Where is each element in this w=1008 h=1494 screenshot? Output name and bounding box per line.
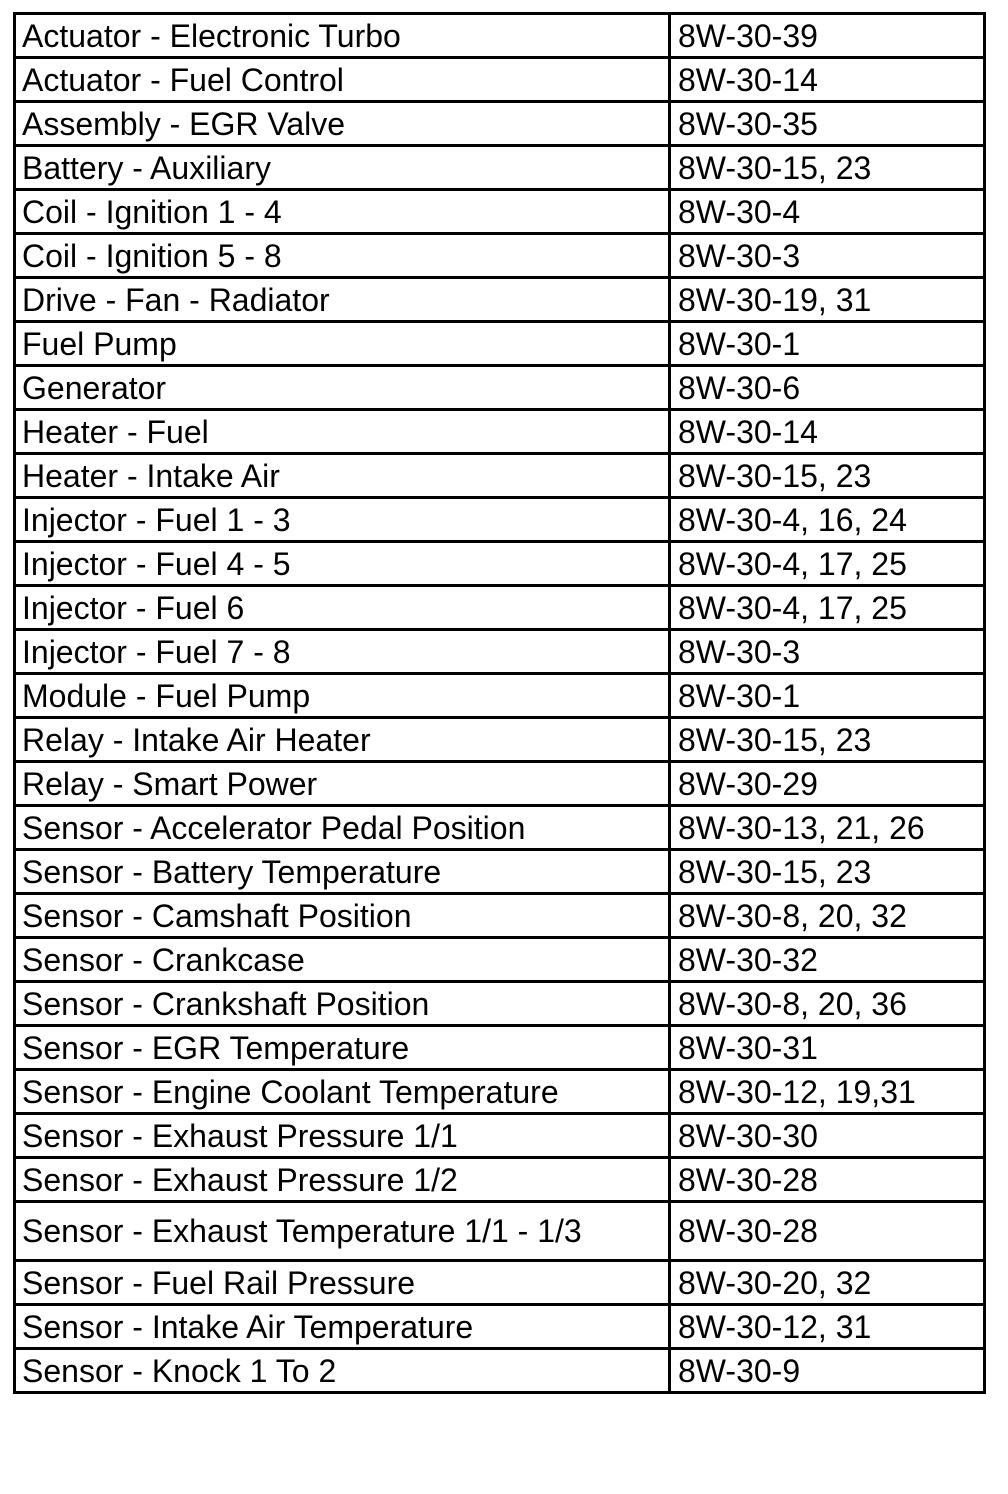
page-reference-cell: 8W-30-14	[670, 410, 985, 454]
table-row	[15, 938, 985, 982]
component-name-cell: Actuator - Electronic Turbo	[15, 14, 670, 58]
table-row	[15, 234, 985, 278]
component-name-cell: Sensor - Engine Coolant Temperature	[15, 1070, 670, 1114]
page-reference-cell: 8W-30-15, 23	[670, 146, 985, 190]
component-name-cell: Heater - Intake Air	[15, 454, 670, 498]
table-row	[15, 190, 985, 234]
component-name-cell: Sensor - EGR Temperature	[15, 1026, 670, 1070]
component-name-cell: Coil - Ignition 5 - 8	[15, 234, 670, 278]
page-reference-cell: 8W-30-8, 20, 36	[670, 982, 985, 1026]
table-row	[15, 1026, 985, 1070]
page-reference-cell: 8W-30-31	[670, 1026, 985, 1070]
table-row	[15, 1114, 985, 1158]
component-name-cell: Sensor - Exhaust Temperature 1/1 - 1/3	[15, 1202, 670, 1261]
component-name-cell: Sensor - Crankshaft Position	[15, 982, 670, 1026]
component-name-cell: Sensor - Exhaust Pressure 1/2	[15, 1158, 670, 1202]
page-reference-cell: 8W-30-1	[670, 674, 985, 718]
page-reference-cell: 8W-30-4, 17, 25	[670, 586, 985, 630]
component-name-cell: Injector - Fuel 7 - 8	[15, 630, 670, 674]
component-name-cell: Injector - Fuel 4 - 5	[15, 542, 670, 586]
page-reference-cell: 8W-30-12, 31	[670, 1305, 985, 1349]
page-reference-cell: 8W-30-3	[670, 234, 985, 278]
table-row	[15, 850, 985, 894]
component-name-cell: Drive - Fan - Radiator	[15, 278, 670, 322]
component-name-cell: Relay - Smart Power	[15, 762, 670, 806]
table-row	[15, 1305, 985, 1349]
table-row	[15, 366, 985, 410]
page-reference-cell: 8W-30-4, 16, 24	[670, 498, 985, 542]
component-name-cell: Sensor - Knock 1 To 2	[15, 1349, 670, 1393]
component-name-cell: Sensor - Battery Temperature	[15, 850, 670, 894]
component-name-cell: Heater - Fuel	[15, 410, 670, 454]
table-row	[15, 410, 985, 454]
component-name-cell: Injector - Fuel 6	[15, 586, 670, 630]
page-reference-cell: 8W-30-4, 17, 25	[670, 542, 985, 586]
table-row	[15, 1158, 985, 1202]
component-name-cell: Sensor - Fuel Rail Pressure	[15, 1261, 670, 1305]
table-row	[15, 762, 985, 806]
page-reference-cell: 8W-30-8, 20, 32	[670, 894, 985, 938]
table-row	[15, 1070, 985, 1114]
page-reference-cell: 8W-30-32	[670, 938, 985, 982]
component-name-cell: Actuator - Fuel Control	[15, 58, 670, 102]
page-reference-cell: 8W-30-14	[670, 58, 985, 102]
component-name-cell: Battery - Auxiliary	[15, 146, 670, 190]
component-name-cell: Generator	[15, 366, 670, 410]
table-row	[15, 982, 985, 1026]
page-reference-cell: 8W-30-9	[670, 1349, 985, 1393]
table-row	[15, 14, 985, 58]
page-reference-cell: 8W-30-20, 32	[670, 1261, 985, 1305]
page-reference-cell: 8W-30-4	[670, 190, 985, 234]
table-row	[15, 806, 985, 850]
table-row	[15, 498, 985, 542]
component-name-cell: Coil - Ignition 1 - 4	[15, 190, 670, 234]
page-reference-cell: 8W-30-13, 21, 26	[670, 806, 985, 850]
component-name-cell: Fuel Pump	[15, 322, 670, 366]
component-index-body	[15, 14, 985, 1393]
table-row	[15, 278, 985, 322]
page-reference-cell: 8W-30-30	[670, 1114, 985, 1158]
page-reference-cell: 8W-30-39	[670, 14, 985, 58]
table-row	[15, 322, 985, 366]
component-name-cell: Sensor - Camshaft Position	[15, 894, 670, 938]
component-name-cell: Sensor - Intake Air Temperature	[15, 1305, 670, 1349]
table-row	[15, 586, 985, 630]
table-row	[15, 58, 985, 102]
page-reference-cell: 8W-30-15, 23	[670, 718, 985, 762]
table-row	[15, 1349, 985, 1393]
page-reference-cell: 8W-30-15, 23	[670, 850, 985, 894]
page-reference-cell: 8W-30-35	[670, 102, 985, 146]
component-index-table	[13, 12, 986, 1394]
page-reference-cell: 8W-30-12, 19,31	[670, 1070, 985, 1114]
page-reference-cell: 8W-30-6	[670, 366, 985, 410]
page-reference-cell: 8W-30-19, 31	[670, 278, 985, 322]
page-reference-cell: 8W-30-29	[670, 762, 985, 806]
table-row	[15, 674, 985, 718]
table-row	[15, 146, 985, 190]
page-reference-cell: 8W-30-3	[670, 630, 985, 674]
component-name-cell: Sensor - Crankcase	[15, 938, 670, 982]
table-row	[15, 102, 985, 146]
table-row	[15, 454, 985, 498]
component-name-cell: Relay - Intake Air Heater	[15, 718, 670, 762]
table-row	[15, 542, 985, 586]
table-row	[15, 718, 985, 762]
component-name-cell: Sensor - Accelerator Pedal Position	[15, 806, 670, 850]
page-reference-cell: 8W-30-28	[670, 1158, 985, 1202]
page-reference-cell: 8W-30-28	[670, 1202, 985, 1261]
table-row	[15, 1202, 985, 1261]
component-name-cell: Module - Fuel Pump	[15, 674, 670, 718]
component-name-cell: Assembly - EGR Valve	[15, 102, 670, 146]
component-name-cell: Injector - Fuel 1 - 3	[15, 498, 670, 542]
component-name-cell: Sensor - Exhaust Pressure 1/1	[15, 1114, 670, 1158]
page-reference-cell: 8W-30-15, 23	[670, 454, 985, 498]
table-row	[15, 1261, 985, 1305]
table-row	[15, 630, 985, 674]
page-reference-cell: 8W-30-1	[670, 322, 985, 366]
table-row	[15, 894, 985, 938]
